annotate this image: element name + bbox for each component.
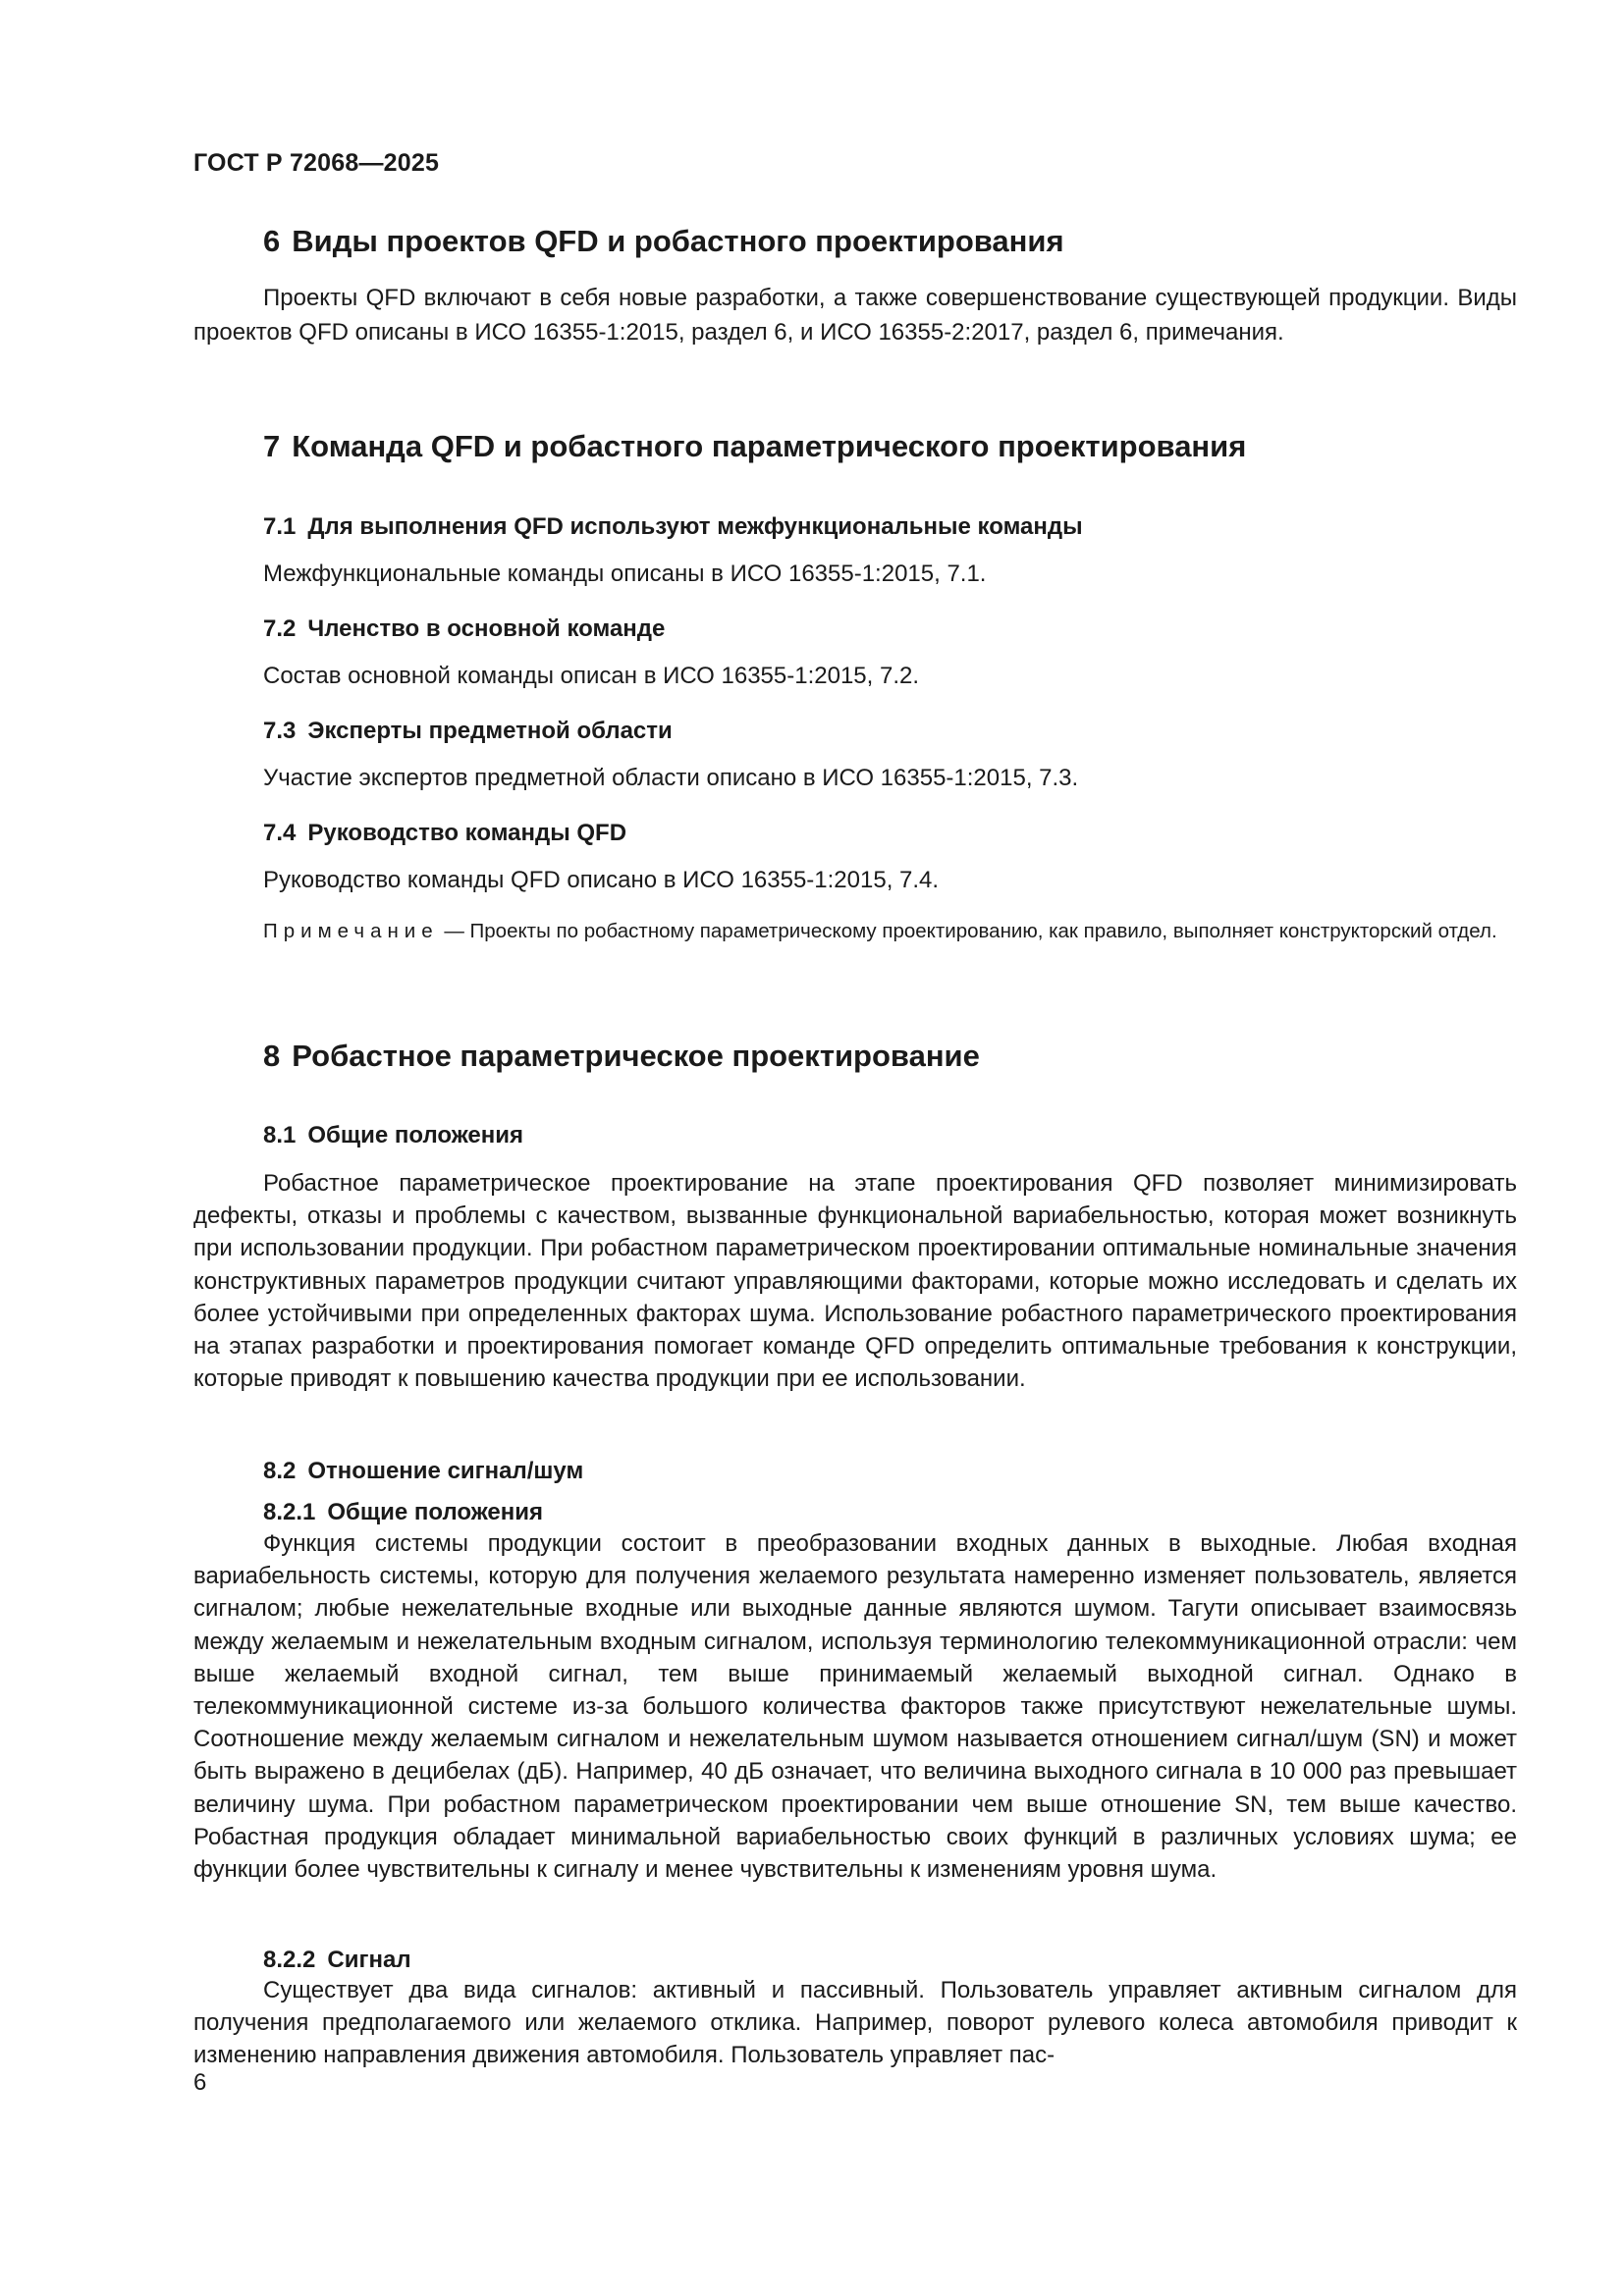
- subsection-7-2-body: Состав основной команды описан в ИСО 16355-1:2015, 7.2.: [263, 663, 920, 689]
- subsection-number: 8.2: [263, 1458, 297, 1484]
- subsection-8-2-1-heading: [193, 1499, 1587, 1526]
- section-6-heading: [193, 224, 1587, 259]
- subsection-7-3-heading: [193, 718, 1587, 745]
- subsection-8-1-heading: [193, 1122, 1587, 1149]
- document-header: [193, 149, 1517, 178]
- subsection-7-3-body: Участие экспертов предметной области описано в ИСО 16355-1:2015, 7.3.: [263, 765, 1079, 791]
- section-number: 6: [263, 224, 281, 258]
- subsection-number: 8.1: [263, 1122, 297, 1148]
- subsection-number: 7.1: [263, 513, 297, 540]
- subsection-title: Общие положения: [307, 1122, 524, 1148]
- page-number: 6: [193, 2069, 207, 2096]
- subsection-number: 8.2.2: [263, 1947, 316, 1973]
- subsection-8-2-1-body: Функция системы продукции состоит в преобразовании входных данных в выходные. Любая входная вариабельность системы, которую для получения желаемого результата намеренно изменяет пользователь, является сигналом; любые нежелательные входные или выходные данные являются шумом. Тагути описывает взаимосвязь между желаемым и нежелательным входным сигналом, используя терминологию телекоммуникационной отрасли: чем выше желаемый входной сигнал, тем выше принимаемый желаемый выходной сигнал. Однако в телекоммуникационной системе из-за большого количества факторов также присутствуют нежелательные шумы. Соотношение между желаемым сигналом и нежелательным шумом называется отношением сигнал/шум (SN) и может быть выражено в децибелах (дБ). Например, 40 дБ означает, что величина выходного сигнала в 10 000 раз превышает величину шума. При робастном параметрическом проектировании чем выше отношение SN, тем выше качество. Робастная продукция обладает минимальной вариабельностью своих функций в различных условиях шума; ее функции более чувствительны к сигналу и менее чувствительны к изменениям уровня шума.: [193, 1530, 1517, 1884]
- note: [193, 916, 1517, 946]
- subsection-number: 7.2: [263, 615, 297, 642]
- section-title: Виды проектов QFD и робастного проектирования: [292, 224, 1064, 258]
- section-7-heading: [193, 429, 1587, 464]
- subsection-title: Эксперты предметной области: [307, 718, 673, 744]
- section-number: 7: [263, 429, 281, 463]
- subsection-title: Членство в основной команде: [307, 615, 666, 642]
- subsection-title: Сигнал: [327, 1947, 411, 1973]
- subsection-8-2-2-body: Существует два вида сигналов: активный и пассивный. Пользователь управляет активным сигналом для получения предполагаемого или желаемого отклика. Например, поворот рулевого колеса автомобиля приводит к изменению направления движения автомобиля. Пользователь управляет пас-: [193, 1977, 1517, 2069]
- subsection-number: 7.4: [263, 820, 297, 846]
- subsection-8-2-2-heading: [193, 1947, 1587, 1974]
- subsection-7-2-heading: [193, 615, 1587, 643]
- subsection-title: Руководство команды QFD: [307, 820, 627, 846]
- section-title: Робастное параметрическое проектирование: [292, 1039, 980, 1073]
- note-label: Примечание: [263, 920, 439, 942]
- note-text: — Проекты по робастному параметрическому проектированию, как правило, выполняет конструкторский отдел.: [438, 920, 1497, 942]
- subsection-number: 8.2.1: [263, 1499, 316, 1525]
- subsection-7-1-heading: [193, 513, 1587, 541]
- subsection-7-4-heading: [193, 820, 1587, 847]
- subsection-8-2-heading: [193, 1458, 1587, 1485]
- section-title: Команда QFD и робастного параметрического проектирования: [292, 429, 1247, 463]
- subsection-8-1-body: Робастное параметрическое проектирование на этапе проектирования QFD позволяет минимизировать дефекты, отказы и проблемы с качеством, вызванные функциональной вариабельностью, которая может возникнуть при использовании продукции. При робастном параметрическом проектировании оптимальные номинальные значения конструктивных параметров продукции считают управляющими факторами, которые можно исследовать и сделать их более устойчивыми при определенных факторах шума. Использование робастного параметрического проектирования на этапах разработки и проектирования помогает команде QFD определить оптимальные требования к конструкции, которые приводят к повышению качества продукции при ее использовании.: [193, 1170, 1517, 1393]
- subsection-7-1-body: Межфункциональные команды описаны в ИСО 16355-1:2015, 7.1.: [263, 561, 987, 587]
- subsection-title: Для выполнения QFD используют межфункциональные команды: [307, 513, 1083, 540]
- section-6-body: Проекты QFD включают в себя новые разработки, а также совершенствование существующей продукции. Виды проектов QFD описаны в ИСО 16355-1:2015, раздел 6, и ИСО 16355-2:2017, раздел 6, примечания.: [193, 285, 1517, 346]
- subsection-title: Общие положения: [327, 1499, 544, 1525]
- section-8-heading: [193, 1039, 1587, 1074]
- subsection-number: 7.3: [263, 718, 297, 744]
- document-id: ГОСТ Р 72068—2025: [193, 149, 440, 177]
- subsection-title: Отношение сигнал/шум: [307, 1458, 584, 1484]
- section-number: 8: [263, 1039, 281, 1073]
- subsection-7-4-body: Руководство команды QFD описано в ИСО 16355-1:2015, 7.4.: [263, 867, 940, 893]
